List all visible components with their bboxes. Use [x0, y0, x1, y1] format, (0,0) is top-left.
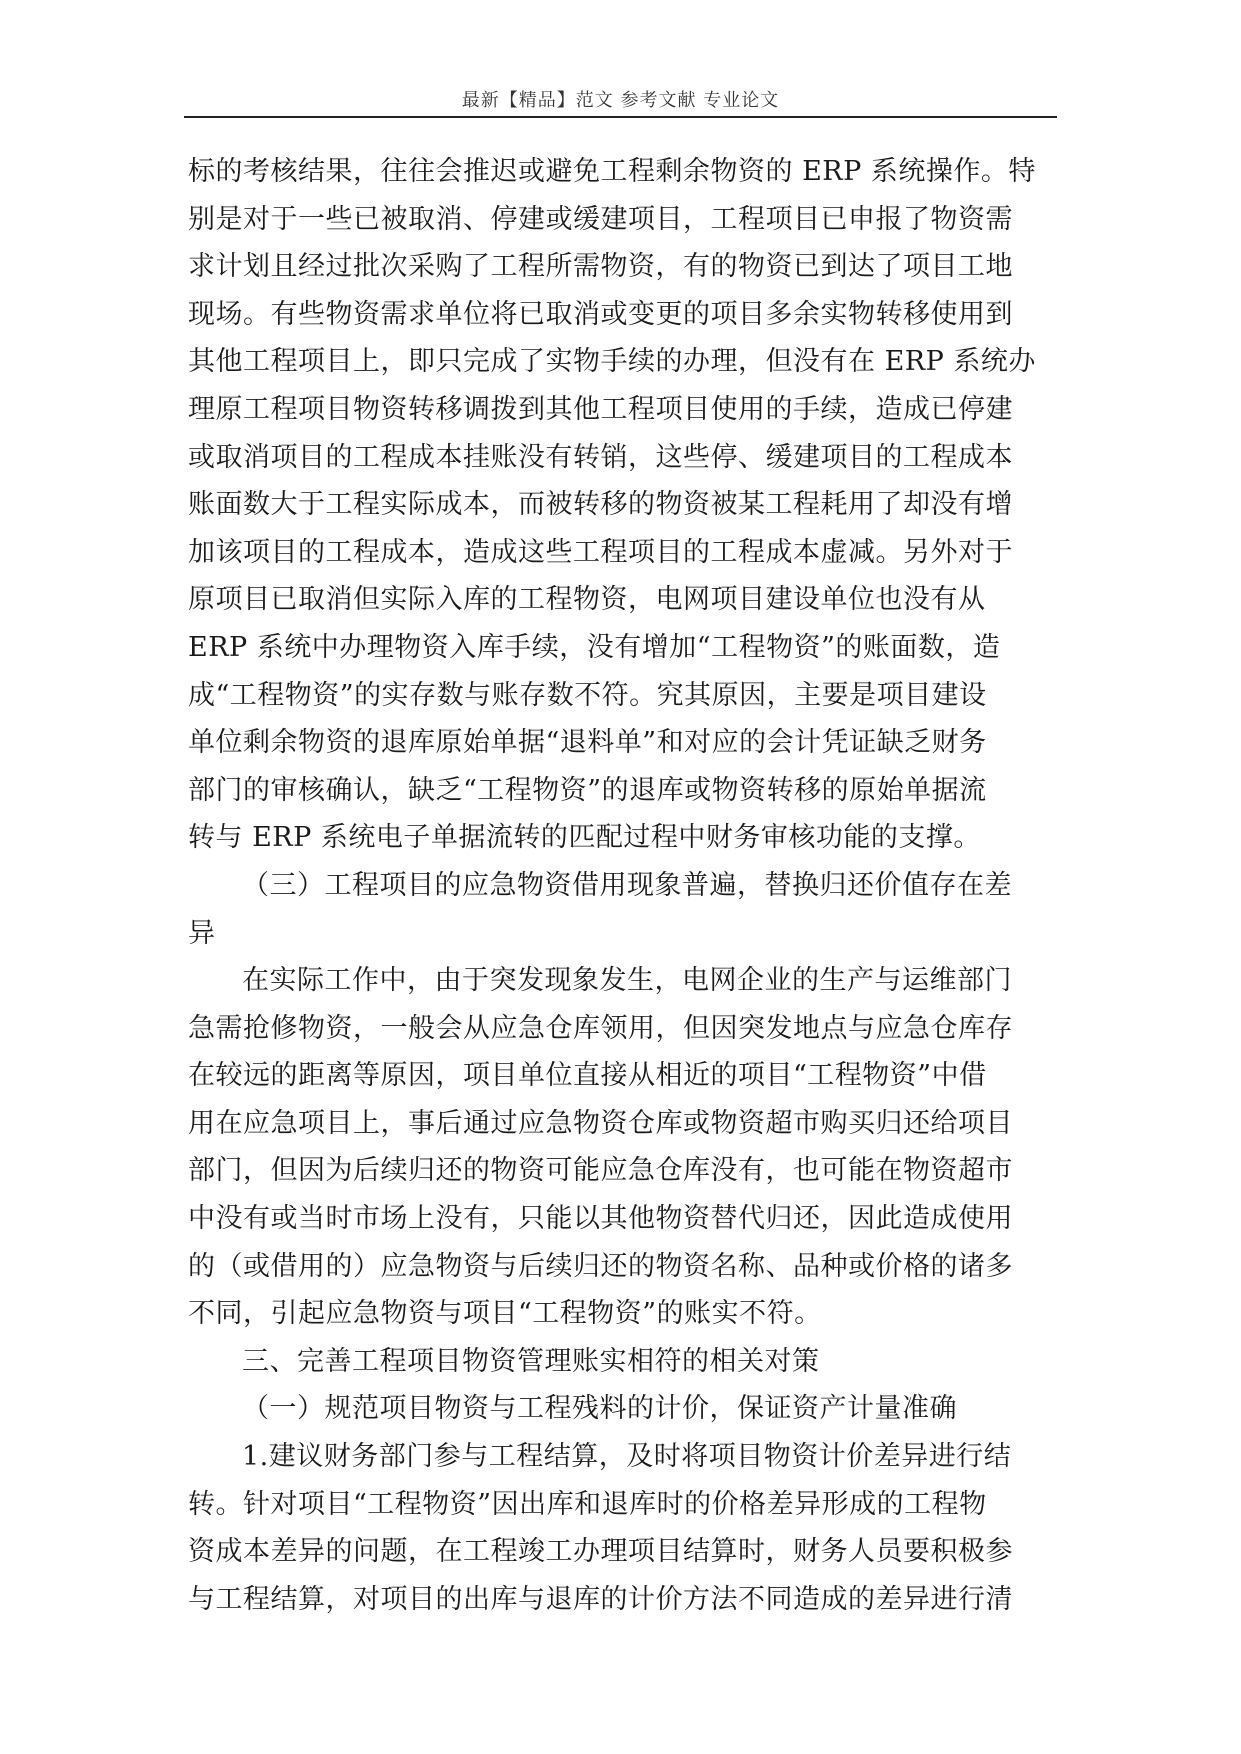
text-line: 三、完善工程项目物资管理账实相符的相关对策: [242, 1345, 820, 1377]
text-line: 或取消项目的工程成本挂账没有转销，这些停、缓建项目的工程成本: [188, 441, 1013, 473]
text-line: 资成本差异的问题，在工程竣工办理项目结算时，财务人员要积极参: [188, 1536, 1013, 1568]
text-line: 转。针对项目“工程物资”因出库和退库时的价格差异形成的工程物: [188, 1488, 987, 1520]
text-line: 在实际工作中，由于突发现象发生，电网企业的生产与运维部门: [242, 965, 1012, 997]
text-line: 成“工程物资”的实存数与账存数不符。究其原因，主要是项目建设: [188, 679, 987, 711]
text-line: 与工程结算，对项目的出库与退库的计价方法不同造成的差异进行清: [188, 1583, 1013, 1615]
text-line: 的（或借用的）应急物资与后续归还的物资名称、品种或价格的诸多: [188, 1250, 1013, 1282]
text-line: 标的考核结果，往往会推迟或避免工程剩余物资的 ERP 系统操作。特: [188, 156, 1036, 187]
text-line: （一）规范项目物资与工程残料的计价，保证资产计量准确: [242, 1393, 957, 1425]
text-line: 部门，但因为后续归还的物资可能应急仓库没有，也可能在物资超市: [188, 1155, 1013, 1187]
text-line: ERP 系统中办理物资入库手续，没有增加“工程物资”的账面数，造: [188, 631, 1001, 663]
text-line: 求计划且经过批次采购了工程所需物资，有的物资已到达了项目工地: [188, 251, 1013, 283]
page-header: 最新【精品】范文 参考文献 专业论文: [461, 90, 780, 111]
text-line: 中没有或当时市场上没有，只能以其他物资替代归还，因此造成使用: [188, 1203, 1013, 1235]
document-body: [188, 148, 1050, 1623]
text-line: 不同，引起应急物资与项目“工程物资”的账实不符。: [188, 1298, 822, 1330]
text-line: 用在应急项目上，事后通过应急物资仓库或物资超市购买归还给项目: [188, 1107, 1013, 1139]
text-line: 部门的审核确认，缺乏“工程物资”的退库或物资转移的原始单据流: [188, 774, 987, 806]
text-line: 加该项目的工程成本，造成这些工程项目的工程成本虚减。另外对于: [188, 536, 1013, 568]
text-line: 别是对于一些已被取消、停建或缓建项目，工程项目已申报了物资需: [188, 203, 1013, 235]
text-line: （三）工程项目的应急物资借用现象普遍，替换归还价值存在差: [242, 869, 1012, 901]
text-line: 1.建议财务部门参与工程结算，及时将项目物资计价差异进行结: [242, 1441, 1012, 1473]
text-line: 急需抢修物资，一般会从应急仓库领用，但因突发地点与应急仓库存: [188, 1012, 1013, 1044]
text-line: 账面数大于工程实际成本，而被转移的物资被某工程耗用了却没有增: [188, 489, 1013, 521]
text-line: 原项目已取消但实际入库的工程物资，电网项目建设单位也没有从: [188, 584, 986, 616]
text-line: 异: [188, 917, 216, 949]
header-divider: [184, 116, 1057, 118]
text-line: 其他工程项目上，即只完成了实物手续的办理，但没有在 ERP 系统办: [188, 346, 1036, 378]
text-line: 单位剩余物资的退库原始单据“退料单”和对应的会计凭证缺乏财务: [188, 727, 987, 759]
text-line: 理原工程项目物资转移调拨到其他工程项目使用的手续，造成已停建: [188, 393, 1013, 425]
text-line: 转与 ERP 系统电子单据流转的匹配过程中财务审核功能的支撑。: [188, 822, 981, 854]
text-line: 在较远的距离等原因，项目单位直接从相近的项目“工程物资”中借: [188, 1060, 987, 1092]
text-line: 现场。有些物资需求单位将已取消或变更的项目多余实物转移使用到: [188, 298, 1013, 330]
